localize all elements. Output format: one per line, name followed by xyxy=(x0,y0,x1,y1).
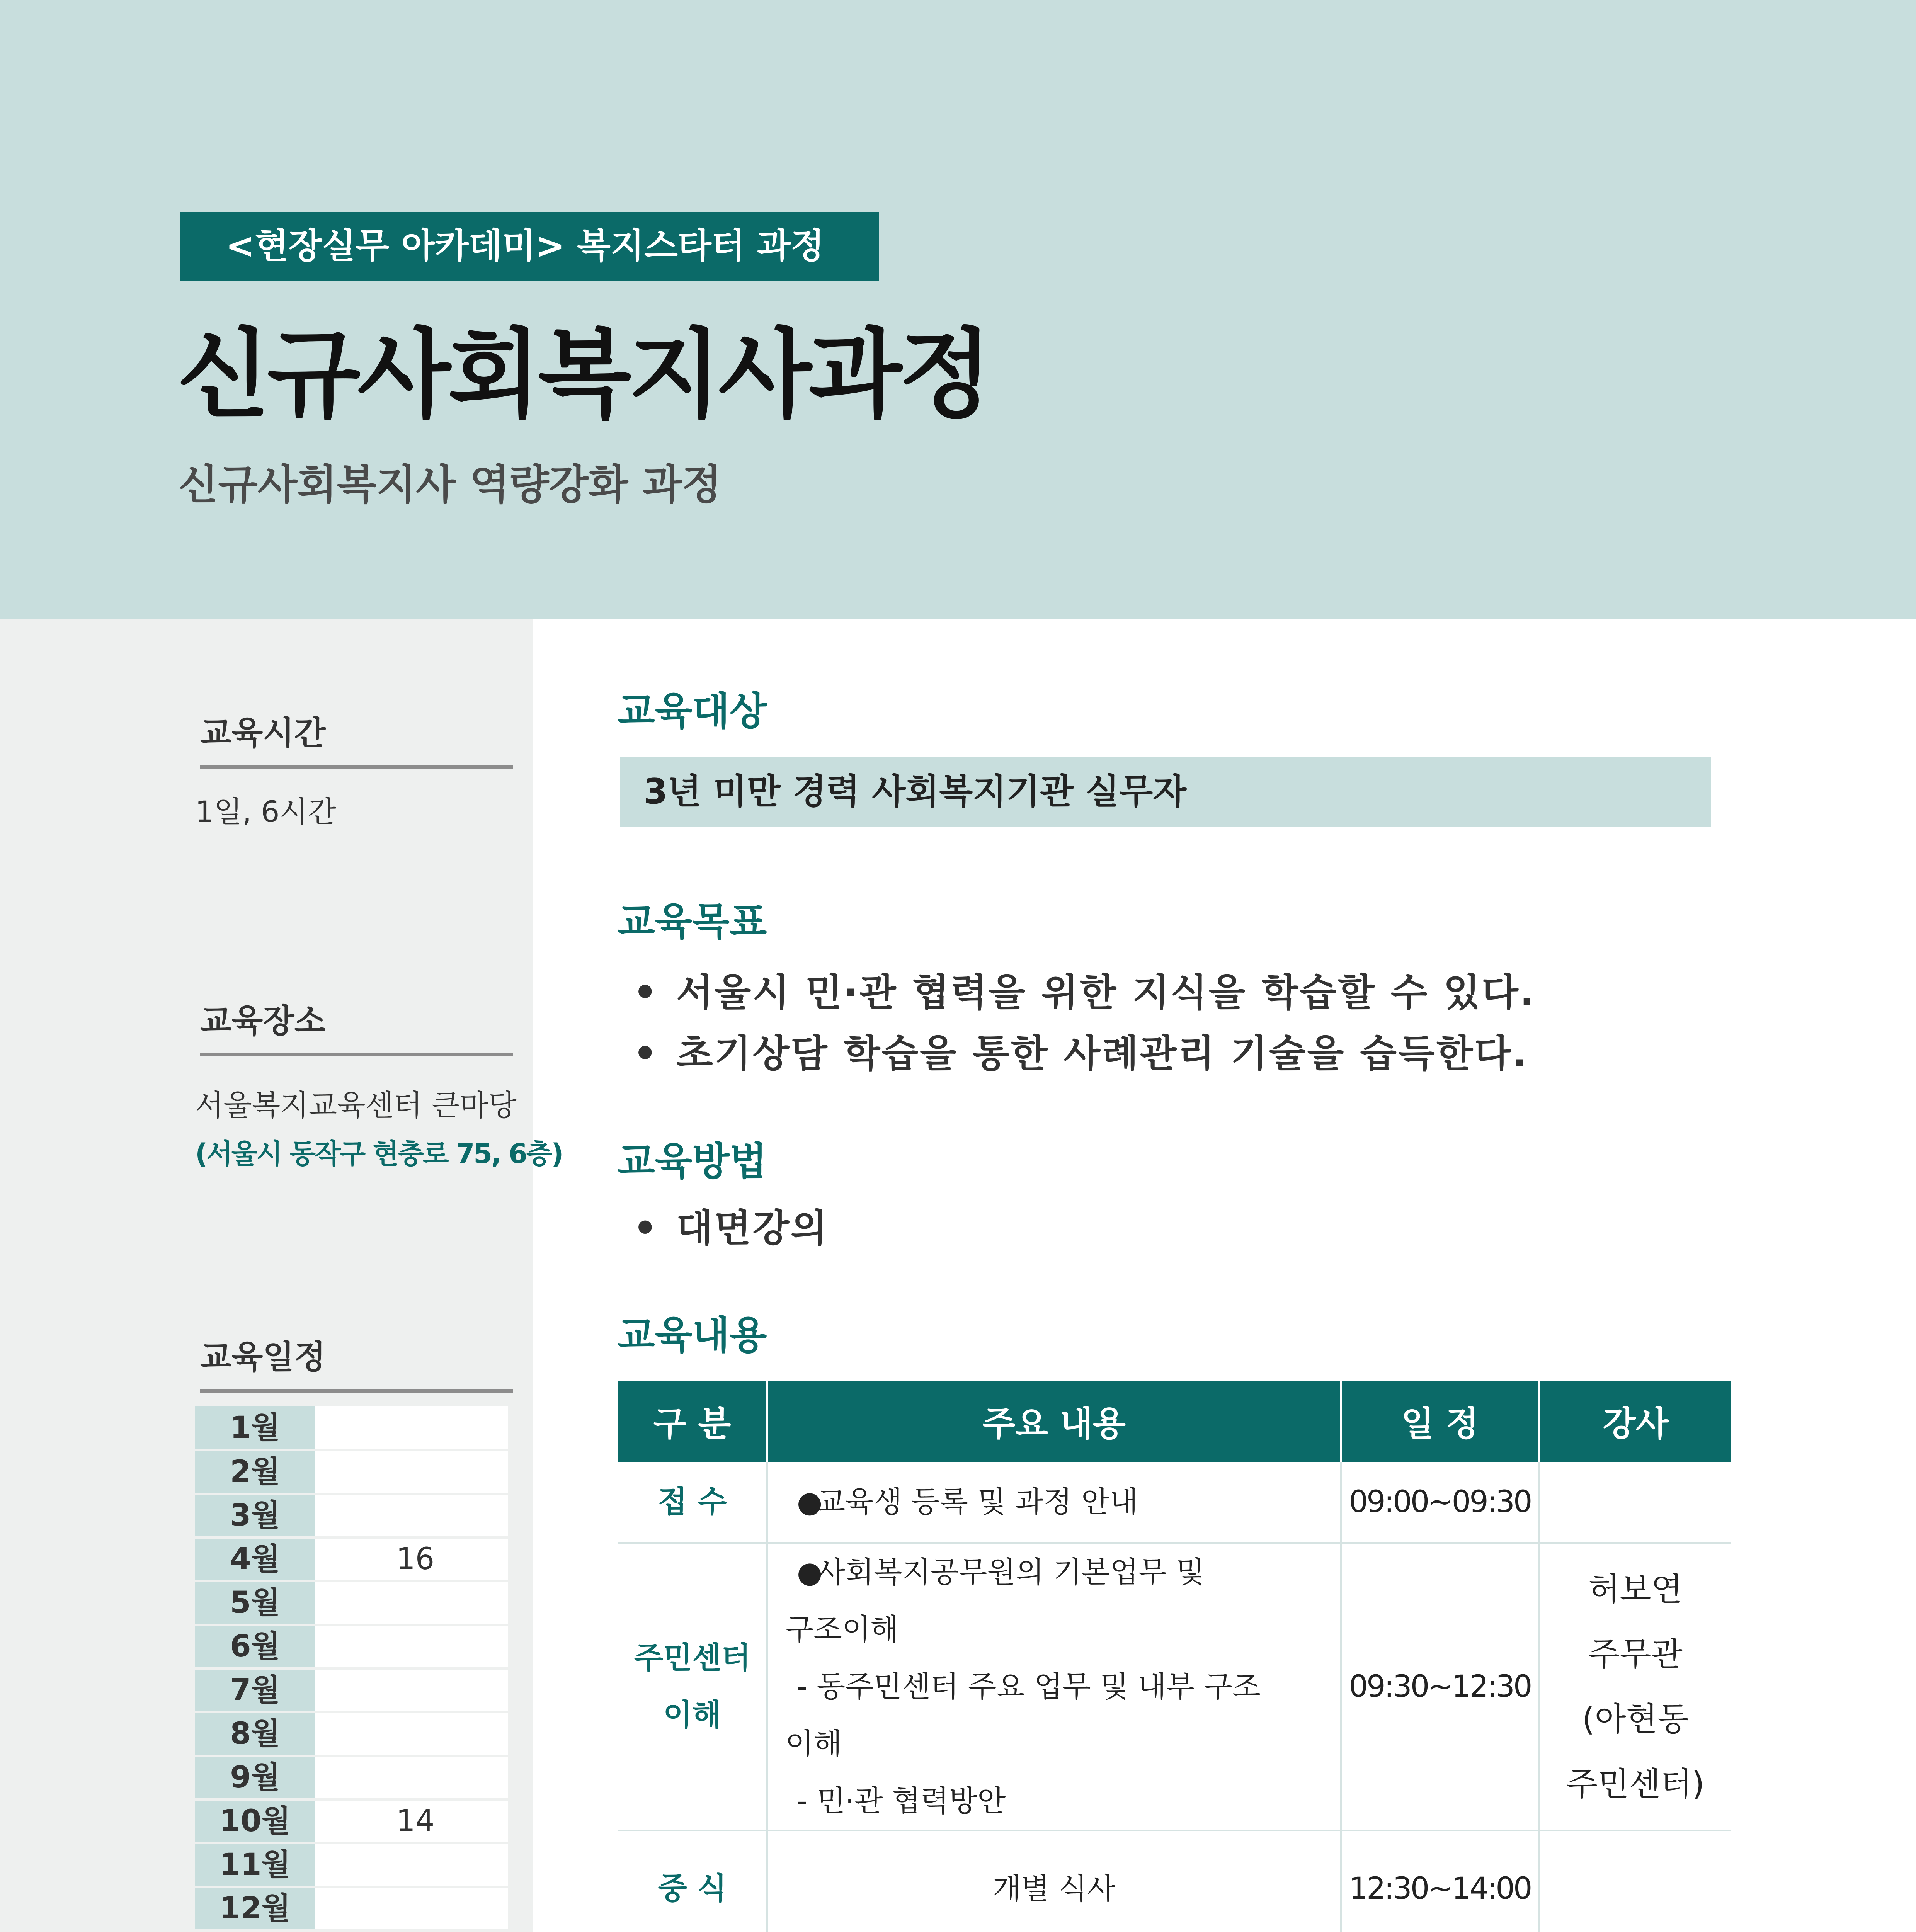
method-item xyxy=(633,1198,829,1252)
row-category: 주민센터 이해 xyxy=(618,1543,767,1830)
page-title: 신규사회복지사과정 xyxy=(177,318,989,431)
goal-text: 서울시 민·관 협력을 위한 지식을 학습할 수 있다. xyxy=(676,971,1536,1015)
month-row xyxy=(195,1581,508,1625)
month-label: 10월 xyxy=(195,1799,315,1843)
month-day xyxy=(315,1406,508,1450)
row-time: 09:00~09:30 xyxy=(1341,1462,1539,1543)
month-label: 1월 xyxy=(195,1406,315,1450)
month-schedule-table xyxy=(195,1406,508,1932)
row-content: ●교육생 등록 및 과정 안내 xyxy=(767,1462,1341,1543)
month-row xyxy=(195,1756,508,1799)
month-label: 9월 xyxy=(195,1756,315,1799)
row-content: 개별 식사 xyxy=(767,1830,1341,1932)
month-row xyxy=(195,1406,508,1450)
header-banner xyxy=(0,0,1916,619)
month-day xyxy=(315,1450,508,1494)
row-instructor xyxy=(1539,1830,1731,1932)
row-time: 09:30~12:30 xyxy=(1341,1543,1539,1830)
time-heading: 교육시간 xyxy=(200,707,513,769)
goal-text: 초기상담 학습을 통한 사례관리 기술을 습득한다. xyxy=(676,1032,1529,1076)
row-instructor xyxy=(1539,1462,1731,1543)
month-row xyxy=(195,1494,508,1537)
month-day xyxy=(315,1668,508,1712)
month-day xyxy=(315,1494,508,1537)
place-name: 서울복지교육센터 큰마당 xyxy=(195,1088,517,1122)
month-row xyxy=(195,1537,508,1581)
row-category: 중 식 xyxy=(618,1830,767,1932)
goal-item xyxy=(633,962,1536,1017)
schedule-table xyxy=(618,1381,1731,1932)
month-row xyxy=(195,1843,508,1887)
bullet-icon: • xyxy=(633,1206,659,1250)
place-address: (서울시 동작구 현충로 75, 6층) xyxy=(195,1138,563,1170)
column-header: 일 정 xyxy=(1341,1381,1539,1462)
month-label: 2월 xyxy=(195,1450,315,1494)
row-category: 접 수 xyxy=(618,1462,767,1543)
row-time: 12:30~14:00 xyxy=(1341,1830,1539,1932)
table-header-row xyxy=(618,1381,1731,1462)
table-row xyxy=(618,1543,1731,1830)
month-day: 14 xyxy=(315,1799,508,1843)
month-day xyxy=(315,1581,508,1625)
month-row xyxy=(195,1450,508,1494)
month-day xyxy=(315,1887,508,1930)
method-heading: 교육방법 xyxy=(618,1139,767,1184)
column-header: 구 분 xyxy=(618,1381,767,1462)
month-label: 11월 xyxy=(195,1843,315,1887)
table-row xyxy=(618,1830,1731,1932)
course-tag: <현장실무 아카데미> 복지스타터 과정 xyxy=(180,212,879,281)
content-heading: 교육내용 xyxy=(618,1313,767,1358)
schedule-heading: 교육일정 xyxy=(200,1331,513,1393)
target-heading: 교육대상 xyxy=(618,689,767,734)
month-label: 8월 xyxy=(195,1712,315,1756)
month-row xyxy=(195,1668,508,1712)
column-header: 주요 내용 xyxy=(767,1381,1341,1462)
month-row xyxy=(195,1799,508,1843)
table-row xyxy=(618,1462,1731,1543)
row-instructor: 허보연 주무관 (아현동 주민센터) xyxy=(1539,1543,1731,1830)
row-content: ●사회복지공무원의 기본업무 및 구조이해 - 동주민센터 주요 업무 및 내부 구조 이해 - 민·관 협력방안 xyxy=(767,1543,1341,1830)
bullet-icon: • xyxy=(633,971,659,1015)
place-heading: 교육장소 xyxy=(200,995,513,1056)
bullet-icon: • xyxy=(633,1032,659,1076)
bullet-icon: ● xyxy=(797,1555,823,1589)
month-day xyxy=(315,1756,508,1799)
goal-item xyxy=(633,1023,1528,1078)
month-row xyxy=(195,1712,508,1756)
month-row xyxy=(195,1625,508,1668)
method-text: 대면강의 xyxy=(676,1206,829,1250)
month-row xyxy=(195,1887,508,1930)
month-label: 4월 xyxy=(195,1537,315,1581)
column-header: 강사 xyxy=(1539,1381,1731,1462)
month-day xyxy=(315,1843,508,1887)
month-label: 5월 xyxy=(195,1581,315,1625)
target-box: 3년 미만 경력 사회복지기관 실무자 xyxy=(620,757,1711,827)
month-label: 12월 xyxy=(195,1887,315,1930)
month-day xyxy=(315,1712,508,1756)
bullet-icon: ● xyxy=(797,1485,823,1519)
month-label: 3월 xyxy=(195,1494,315,1537)
goal-heading: 교육목표 xyxy=(618,899,767,944)
month-label: 7월 xyxy=(195,1668,315,1712)
time-value: 1일, 6시간 xyxy=(195,794,337,829)
month-label: 6월 xyxy=(195,1625,315,1668)
month-day: 16 xyxy=(315,1537,508,1581)
month-day xyxy=(315,1625,508,1668)
page-subtitle: 신규사회복지사 역량강화 과정 xyxy=(179,461,721,509)
